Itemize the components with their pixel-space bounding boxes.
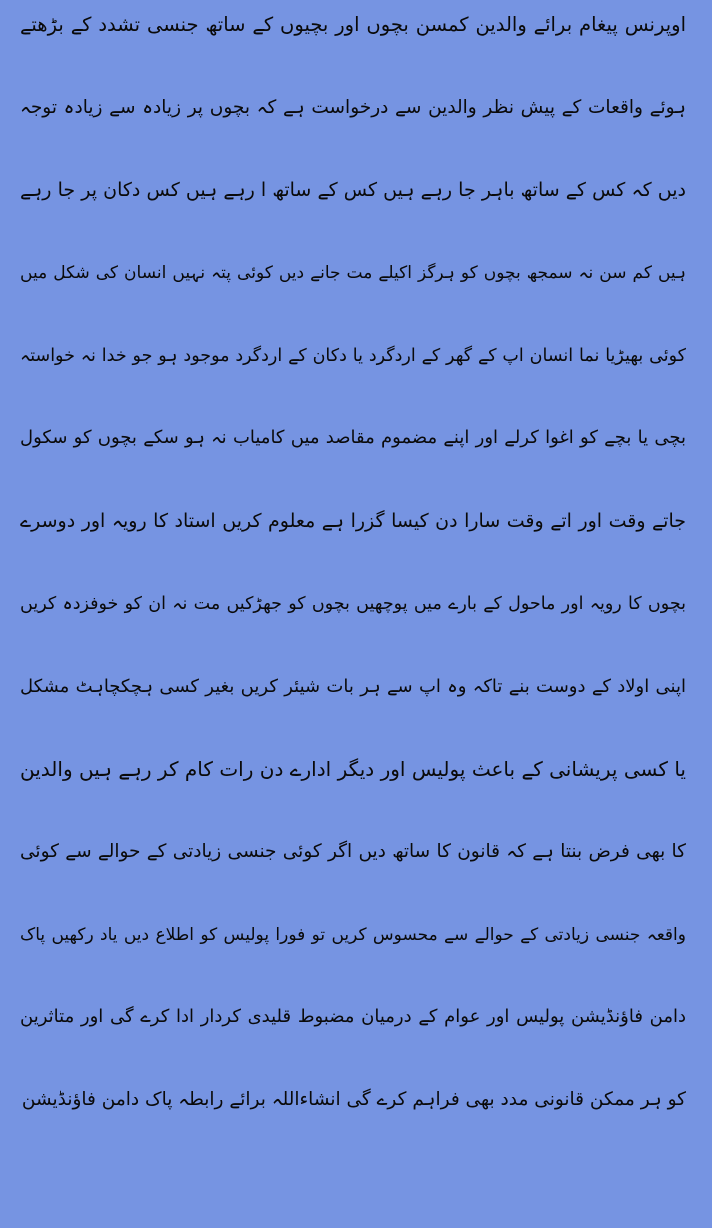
text-line: واقعہ جنسی زیادتی کے حوالے سے محسوس کریں تو فورا پولیس کو اطلاع دیں یاد رکھیں پاک: [20, 924, 686, 945]
text-line: کو ہر ممکن قانونی مدد بھی فراہم کرے گی انشاءاللہ برائے رابطہ پاک دامن فاؤنڈیشن: [21, 1088, 686, 1110]
text-line: دامن فاؤنڈیشن پولیس اور عوام کے درمیان مضبوط قلیدی کردار ادا کرے گی اور متاثرین: [20, 1006, 686, 1028]
text-line: کوئی بھیڑیا نما انسان اپ کے گھر کے اردگرد یا دکان کے اردگرد موجود ہو جو خدا نہ خواستہ: [20, 345, 686, 366]
text-line: ہیں کم سن نہ سمجھ بچوں کو ہرگز اکیلے مت جانے دیں کوئی پتہ نہیں انسان کی شکل میں: [20, 263, 686, 284]
text-line: جاتے وقت اور اتے وقت سارا دن کیسا گزرا ہے معلوم کریں استاد کا رویہ اور دوسرے: [20, 510, 686, 533]
text-line: دیں کہ کس کے ساتھ باہر جا رہے ہیں کس کے ساتھ ا رہے ہیں کس دکان پر جا رہے: [20, 179, 686, 202]
text-line: اوپرنس پیغام برائے والدین کمسن بچوں اور بچیوں کے ساتھ جنسی تشدد کے بڑھتے: [20, 13, 686, 36]
text-line: یا کسی پریشانی کے باعث پولیس اور دیگر ادارے دن رات کام کر رہے ہیں والدین: [20, 757, 686, 782]
bottom-margin: [0, 1186, 712, 1228]
notice-text-block: [20, 10, 686, 1168]
text-line: بچوں کا رویہ اور ماحول کے بارے میں پوچھیں بچوں کو جھڑکیں مت نہ ان کو خوفزدہ کریں: [20, 593, 686, 614]
text-line: کا بھی فرض بنتا ہے کہ قانون کا ساتھ دیں اگر کوئی جنسی زیادتی کے حوالے سے کوئی: [20, 840, 686, 862]
text-line: اپنی اولاد کے دوست بنے تاکہ وہ اپ سے ہر بات شیئر کریں بغیر کسی ہچکچاہٹ مشکل: [20, 675, 686, 697]
text-line: بچی یا بچے کو اغوا کرلے اور اپنے مضموم مقاصد میں کامیاب نہ ہو سکے بچوں کو سکول: [20, 427, 686, 449]
text-line: ہوئے واقعات کے پیش نظر والدین سے درخواست ہے کہ بچوں پر زیادہ سے زیادہ توجہ: [20, 96, 686, 118]
